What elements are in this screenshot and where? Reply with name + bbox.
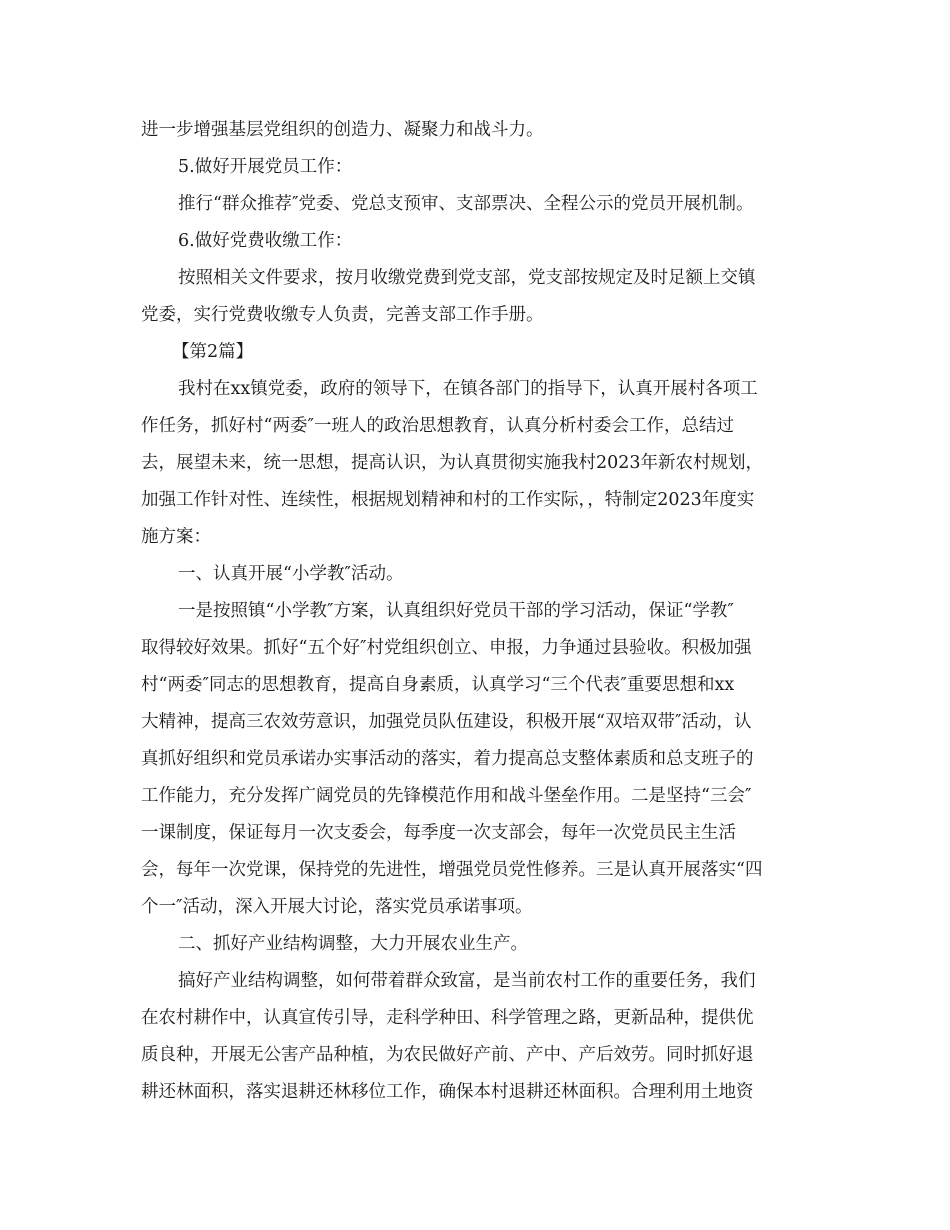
section-heading: 6.做好党费收缴工作： bbox=[178, 231, 353, 251]
text-line: 耕还林面积，落实退耕还林移位工作，确保本村退耕还林面积。合理利用土地资 bbox=[141, 1082, 754, 1102]
text-line: 作任务，抓好村“两委″一班人的政治思想教育，认真分析村委会工作，总结过 bbox=[141, 416, 734, 436]
section-heading: 二、抓好产业结构调整，大力开展农业生产。 bbox=[178, 934, 528, 954]
text-line: 个一″活动，深入开展大讨论，落实党员承诺事项。 bbox=[141, 897, 533, 917]
text-line: 一课制度，保证每月一次支委会，每季度一次支部会，每年一次党员民主生活 bbox=[141, 823, 736, 843]
text-line: 工作能力，充分发挥广阔党员的先锋模范作用和战斗堡垒作用。二是坚持“三会″ bbox=[141, 786, 752, 806]
text-line: 加强工作针对性、连续性，根据规划精神和村的工作实际，，特制定2023年度实 bbox=[141, 490, 755, 510]
text-line: 村“两委″同志的思想教育，提高自身素质，认真学习“三个代表″重要思想和xx bbox=[141, 675, 735, 695]
text-line: 去，展望未来，统一思想，提高认识，为认真贯彻实施我村2023年新农村规划， bbox=[141, 453, 764, 473]
text-line: 推行“群众推荐″党委、党总支预审、支部票决、全程公示的党员开展机制。 bbox=[178, 194, 754, 214]
text-line: 一是按照镇“小学教″方案，认真组织好党员干部的学习活动，保证“学教″ bbox=[178, 601, 734, 621]
text-line: 真抓好组织和党员承诺办实事活动的落实，着力提高总支整体素质和总支班子的 bbox=[141, 749, 754, 769]
text-line: 在农村耕作中，认真宣传引导，走科学种田、科学管理之路，更新品种，提供优 bbox=[141, 1008, 754, 1028]
text-line: 大精神，提高三农效劳意识，加强党员队伍建设，积极开展“双培双带″活动，认 bbox=[141, 712, 752, 732]
text-line: 取得较好效果。抓好“五个好″村党组织创立、申报，力争通过县验收。积极加强 bbox=[141, 638, 752, 658]
text-line: 党委，实行党费收缴专人负责，完善支部工作手册。 bbox=[141, 305, 544, 325]
text-line: 我村在xx镇党委，政府的领导下，在镇各部门的指导下，认真开展村各项工 bbox=[178, 379, 758, 399]
text-line: 进一步增强基层党组织的创造力、凝聚力和战斗力。 bbox=[141, 120, 544, 140]
chapter-heading: 【第2篇】 bbox=[172, 342, 254, 362]
text-line: 按照相关文件要求，按月收缴党费到党支部，党支部按规定及时足额上交镇 bbox=[178, 268, 756, 288]
text-line: 施方案： bbox=[141, 527, 211, 547]
text-line: 质良种，开展无公害产品种植，为农民做好产前、产中、产后效劳。同时抓好退 bbox=[141, 1045, 754, 1065]
section-heading: 一、认真开展“小学教″活动。 bbox=[178, 564, 404, 584]
text-line: 会，每年一次党课，保持党的先进性，增强党员党性修养。三是认真开展落实“四 bbox=[141, 860, 763, 880]
text-line: 搞好产业结构调整，如何带着群众致富，是当前农村工作的重要任务，我们 bbox=[178, 971, 756, 991]
section-heading: 5.做好开展党员工作： bbox=[178, 157, 353, 177]
